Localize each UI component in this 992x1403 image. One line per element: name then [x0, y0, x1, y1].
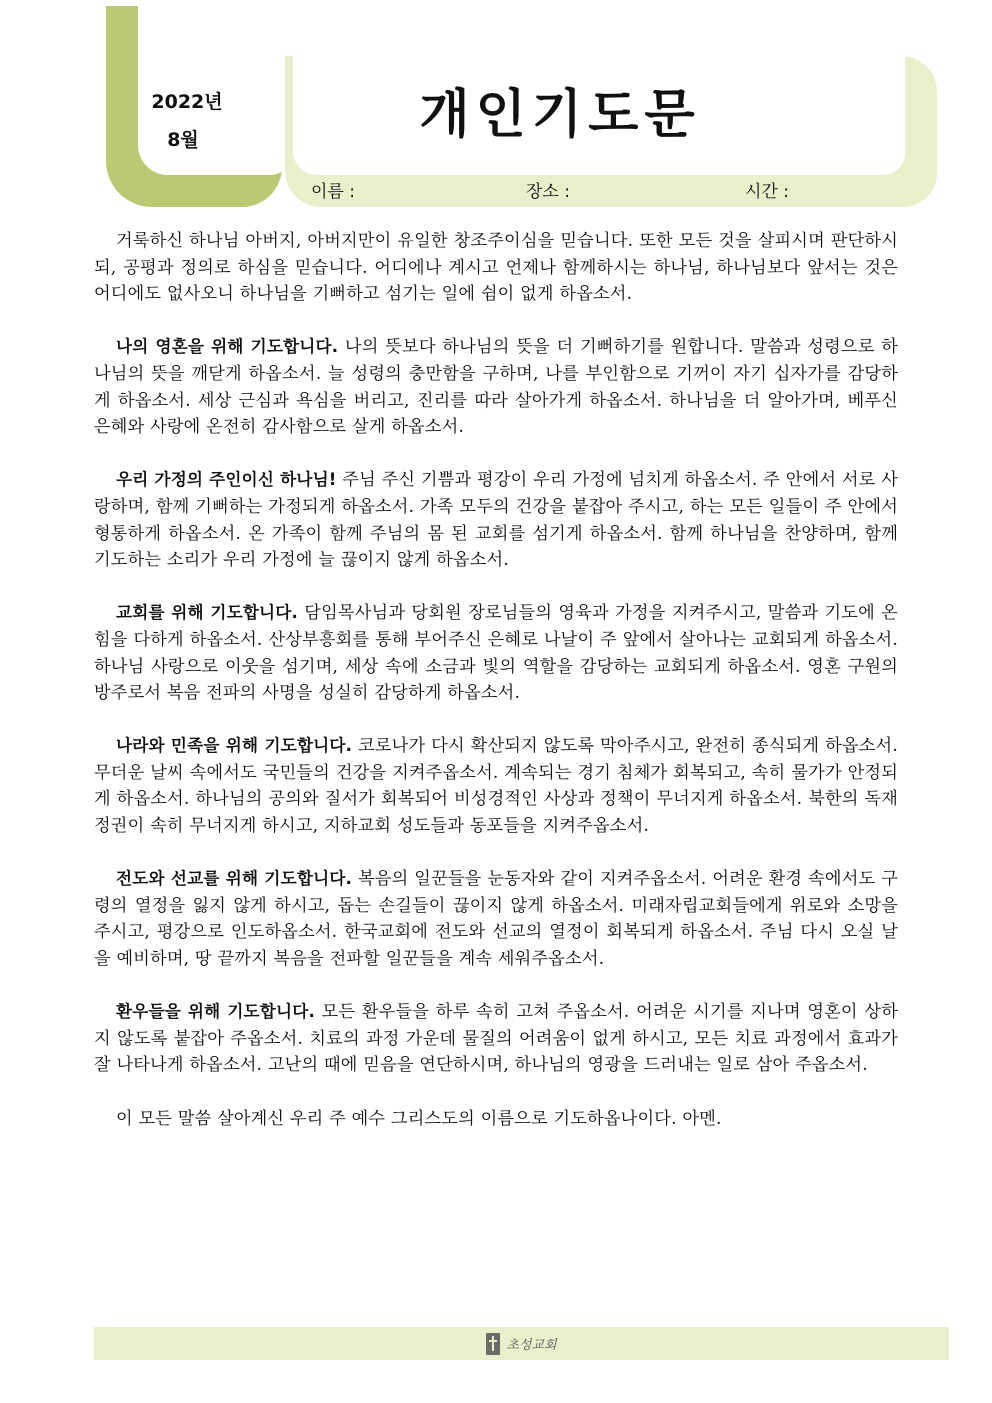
prayer-section-nation: [94, 733, 898, 839]
name-field[interactable]: [311, 180, 480, 204]
time-label: 시간 :: [745, 182, 789, 202]
prayer-section-mission: [94, 866, 898, 972]
section-text: 담임목사님과 당회원 장로님들의 영육과 가정을 지켜주시고, 말씀과 기도에 온 힘을 다하게 하옵소서. 산상부흥회를 통해 부어주신 은혜로 나날이 주 앞에서 살아나는 교회되게 하옵소서. 하나님 사랑으로 이웃을 섬기며, 세상 속에 소금과 빛의 역할을 감당하는 교회되게 하옵소서. 영혼 구원의 방주로서 복음 전파의 사명을 성실히 감당하게 하옵소서.: [94, 603, 898, 704]
closing-line: 이 모든 말씀 살아계신 우리 주 예수 그리스도의 이름으로 기도하옵나이다. 아멘.: [116, 1108, 722, 1129]
prayer-body: [94, 228, 898, 1132]
prayer-section-patients: [94, 999, 898, 1079]
section-text: 주님 주신 기쁨과 평강이 우리 가정에 넘치게 하옵소서. 주 안에서 서로 사랑하며, 함께 기뻐하는 가정되게 하옵소서. 가족 모두의 건강을 붙잡아 주시고, 하는 모든 일들이 주 안에서 형통하게 하옵소서. 온 가족이 함께 주님의 몸 된 교회를 섬기게 하옵소서. 함께 하나님을 찬양하며, 함께 기도하는 소리가 우리 가정에 늘 끊이지 않게 하옵소서.: [94, 470, 898, 571]
footer-bar: [94, 1327, 949, 1360]
name-label: 이름 :: [311, 182, 355, 202]
church-logo: [486, 1333, 556, 1355]
intro-paragraph: 거룩하신 하나님 아버지, 아버지만이 유일한 창조주이심을 믿습니다. 또한 모든 것을 살피시며 판단하시되, 공평과 정의로 하심을 믿습니다. 어디에나 계시고 언제나 함께하시는 하나님, 하나님보다 앞서는 것은 어디에도 없사오니 하나님을 기뻐하고 섬기는 일에 쉼이 없게 하옵소서.: [94, 231, 898, 305]
header-year: 2022년: [151, 91, 223, 113]
place-label: 장소 :: [526, 182, 570, 202]
section-text: 코로나가 다시 확산되지 않도록 막아주시고, 완전히 종식되게 하옵소서. 무더운 날씨 속에서도 국민들의 건강을 지켜주옵소서. 계속되는 경기 침체가 회복되고, 속히 물가가 안정되게 하옵소서. 하나님의 공의와 질서가 회복되어 비성경적인 사상과 정책이 무너지게 하옵소서. 북한의 독재 정권이 속히 무너지게 하시고, 지하교회 성도들과 동포들을 지켜주옵소서.: [94, 736, 898, 837]
section-heading: 우리 가정의 주인이신 하나님!: [116, 470, 337, 490]
section-heading: 환우들을 위해 기도합니다.: [116, 1002, 315, 1022]
time-field[interactable]: [745, 180, 914, 204]
church-logo-text: 초성교회: [506, 1338, 557, 1353]
section-heading: 교회를 위해 기도합니다.: [116, 603, 299, 623]
section-text: 복음의 일꾼들을 눈동자와 같이 지켜주옵소서. 어려운 환경 속에서도 구령의 열정을 잃지 않게 하시고, 돕는 손길들이 끊이지 않게 하옵소서. 미래자립교회들에게 위로와 소망을 주시고, 평강으로 인도하옵소서. 한국교회에 전도와 선교의 열정이 회복되게 하옵소서. 주님 다시 오실 날을 예비하며, 땅 끝까지 복음을 전파할 일꾼들을 계속 세워주옵소서.: [94, 869, 899, 970]
prayer-section-family: [94, 467, 898, 573]
page-title: 개인기도문: [419, 85, 701, 145]
section-heading: 나의 영혼을 위해 기도합니다.: [116, 337, 339, 357]
prayer-section-church: [94, 600, 898, 706]
prayer-section-soul: [94, 334, 898, 440]
place-field[interactable]: [526, 180, 695, 204]
section-heading: 나라와 민족을 위해 기도합니다.: [116, 736, 353, 756]
section-heading: 전도와 선교를 위해 기도합니다.: [116, 869, 353, 889]
church-cross-icon: [486, 1333, 500, 1355]
section-text: 나의 뜻보다 하나님의 뜻을 더 기뻐하기를 원합니다. 말씀과 성령으로 하나님의 뜻을 깨닫게 하옵소서. 늘 성령의 충만함을 구하며, 나를 부인함으로 기꺼이 자기 십자가를 감당하게 하옵소서. 세상 근심과 욕심을 버리고, 진리를 따라 살아가게 하옵소서. 하나님을 더 알아가며, 베푸신 은혜와 사랑에 온전히 감사함으로 살게 하옵소서.: [94, 337, 898, 438]
header-month: 8월: [167, 129, 199, 151]
section-text: 모든 환우들을 하루 속히 고쳐 주옵소서. 어려운 시기를 지나며 영혼이 상하지 않도록 붙잡아 주옵소서. 치료의 과정 가운데 물질의 어려움이 없게 하시고, 모든 치료 과정에서 효과가 잘 나타나게 하옵소서. 고난의 때에 믿음을 연단하시며, 하나님의 영광을 드러내는 일로 삼아 주옵소서.: [94, 1002, 899, 1076]
